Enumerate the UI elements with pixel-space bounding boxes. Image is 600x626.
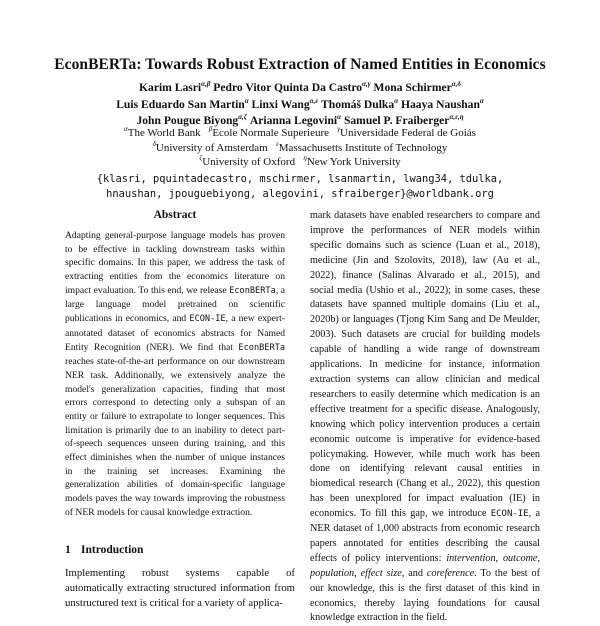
author-list bbox=[40, 80, 560, 130]
introduction-text: Implementing robust systems capable of automatically extracting structured information from unstructured text is critical for a variety of applica- bbox=[65, 567, 295, 610]
email-line: hnaushan, jpouguebiyong, alegovini, sfraiberger}@worldbank.org bbox=[106, 188, 494, 200]
affiliation: $^\delta$University of Amsterdam bbox=[152, 139, 268, 154]
paper-title: EconBERTa: Towards Robust Extraction of Named Entities in Economics bbox=[54, 56, 546, 73]
affiliation: $^\varepsilon$Massachusetts Institute of Technology bbox=[275, 139, 448, 154]
entity-term: effect size bbox=[360, 567, 402, 579]
affiliation: $^\alpha$The World Bank bbox=[124, 125, 201, 139]
author: John Pougue Biyong$^{\alpha,\zeta}$ bbox=[136, 113, 247, 127]
author: Haaya Naushan$^\alpha$ bbox=[400, 96, 484, 111]
affiliation-list bbox=[40, 126, 560, 170]
affiliation: $^\zeta$University of Oxford bbox=[199, 154, 296, 168]
section-heading-introduction bbox=[65, 544, 295, 556]
author: Mona Schirmer$^{\alpha,\delta}$ bbox=[373, 80, 461, 94]
section-title: Introduction bbox=[81, 544, 144, 556]
right-column-text: mark datasets have enabled researchers to compare and improve the performances of NER models within specific domains such as science (Luan et al., 2018), medicine (Jin and Szolovits, 2018), law (Au et al., 2022), finance (Salinas Alvarado et al., 2015), and social media (Ushio et al., 2022); in some cases, these datasets have spanned multiple domains (Liu et al., 2020b) or languages (Tjong Kim Sang and De Meulder, 2003). Such datasets are crucial for building models capable of handling a wide range of downstream applications. In medicine for instance, information extraction systems can allow clinician and medical researchers to easily determine which medication is an effective treatment for a specific disease. Analogously, knowing which policy intervention produces a certain economic outcome is imperative for evidence-based policymaking. However, while much work has been done on identifying relevant causal entities in biomedical research (Chang et al., 2022), this question has been unexplored for impact evaluation (IE) in economics. To fill this gap, we introduce ECON-IE, a NER dataset of 1,000 abstracts from economic research papers annotated for entities describing the causal effects of policy interventions: intervention, outcome, population, effect size, and coreference. To the best of our knowledge, this is the first dataset of this kind in economics, thereby laying foundations for causal knowledge extraction in the field. bbox=[310, 210, 541, 624]
author: Karim Lasri$^{\alpha,\beta}$ bbox=[139, 80, 211, 94]
entity-term: outcome bbox=[502, 552, 538, 564]
affiliation: $^\beta$Ecole Normale Superieure bbox=[208, 125, 329, 139]
abstract-heading: Abstract bbox=[153, 209, 197, 221]
abstract-text: Adapting general-purpose language models has proven to be effective in tackling downstream tasks within specific domains. In this paper, we address the task of extracting entities from the economics literature on impact evaluation. To this end, we release EconBERTa, a large language model pretrained on scientific publications in economics, and ECON-IE, a new expert-annotated dataset of economics abstracts for Named Entity Recognition (NER). We find that EconBERTa reaches state-of-the-art performance on our downstream NER task. Additionally, we extensively analyze the model's generalization capacities, finding that most errors correspond to detecting only a subspan of an entity or failure to extrapolate to longer sequences. This limitation is primarily due to an inability to detect part-of-speech sequences unseen during training, and this effect diminishes when the number of unique instances in the training set increases. Examining the generalization abilities of domain-specific language models paves the way towards improving the robustness of NER models for causal knowledge extraction. bbox=[65, 230, 285, 518]
entity-term: population bbox=[310, 567, 355, 579]
dataset-name: ECON-IE bbox=[189, 314, 226, 325]
email-block bbox=[40, 172, 560, 202]
section-number: 1 bbox=[65, 544, 71, 556]
dataset-name: ECON-IE bbox=[490, 509, 529, 520]
model-name: EconBERTa bbox=[238, 342, 285, 353]
affiliation: $^\eta$New York University bbox=[303, 154, 401, 168]
author: Pedro Vitor Quinta Da Castro$^{\alpha,\gamma}$ bbox=[213, 80, 371, 94]
author: Arianna Legovini$^\alpha$ bbox=[249, 113, 342, 127]
model-name: EconBERTa bbox=[229, 285, 276, 296]
author: Thomáš Dulka$^\alpha$ bbox=[321, 96, 399, 111]
entity-term: intervention bbox=[446, 552, 496, 564]
author: Luis Eduardo San Martin$^\alpha$ bbox=[116, 96, 249, 111]
email-line: {klasri, pquintadecastro, mschirmer, lsanmartin, lwang34, tdulka, bbox=[96, 173, 504, 185]
entity-term: coreference bbox=[426, 567, 475, 579]
affiliation: $^\gamma$Universidade Federal de Goiás bbox=[337, 125, 476, 139]
author: Linxi Wang$^{\alpha,\varepsilon}$ bbox=[251, 96, 319, 111]
author: Samuel P. Fraiberger$^{\alpha,\varepsilon,\eta}$ bbox=[343, 113, 464, 127]
